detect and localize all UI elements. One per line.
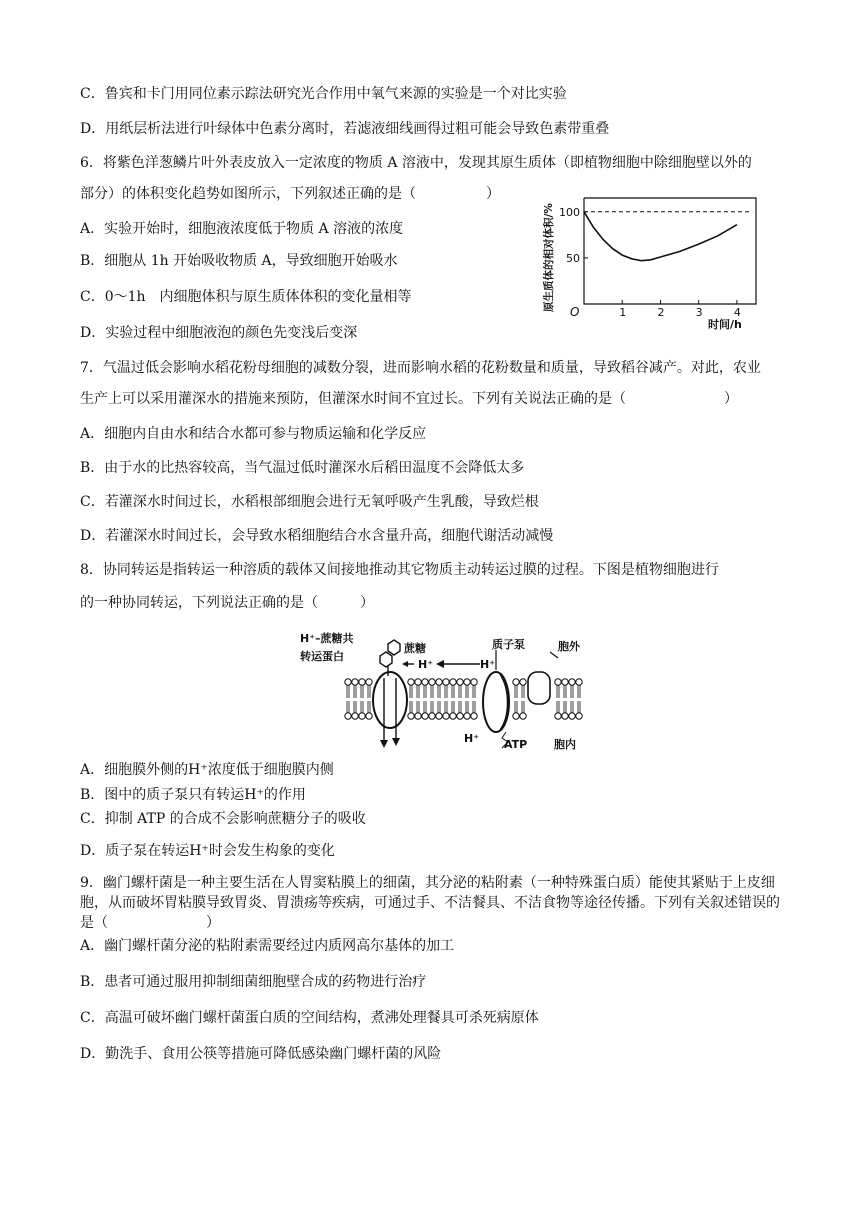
q5-option-d: D．用纸层析法进行叶绿体中色素分离时，若滤液细线画得过粗可能会导致色素带重叠 [80,121,610,137]
cotransporter-protein [373,672,407,728]
q6-option-b: B．细胞从 1h 开始吸收物质 A，导致细胞开始吸水 [80,253,398,269]
phospholipid-head [555,679,561,685]
q5-option-c: C．鲁宾和卡门用同位素示踪法研究光合作用中氧气来源的实验是一个对比实验 [80,86,567,102]
phospholipid-head [422,713,428,719]
phospholipid-head [352,713,358,719]
phospholipid-head [464,679,470,685]
sucrose-molecule-icon [388,640,400,655]
chart-origin-label: O [570,305,580,319]
label-cotransporter-1: H⁺–蔗糖共 [300,632,354,645]
phospholipid-head [471,713,477,719]
label-atp: ATP [504,738,528,751]
q9-option-c: C．高温可破坏幽门螺杆菌蛋白质的空间结构，煮沸处理餐具可杀死病原体 [80,1010,539,1026]
phospholipid-head [408,679,414,685]
label-h-left: H⁺ [418,658,434,671]
phospholipid-head [513,713,519,719]
q7-option-b: B．由于水的比热容较高，当气温过低时灌深水后稻田温度不会降低太多 [80,460,525,476]
phospholipid-head [366,679,372,685]
label-intracellular: 胞内 [554,738,576,751]
phospholipid-head [436,713,442,719]
proton-pump [483,672,509,732]
label-cotransporter-2: 转运蛋白 [300,650,344,663]
phospholipid-head [555,713,561,719]
q9-option-b: B．患者可通过服用抑制细菌细胞壁合成的药物进行治疗 [80,974,427,990]
cotransport-membrane-figure [296,630,588,752]
chart-axes [584,198,756,304]
chart-y-tick-label: 50 [566,251,580,265]
phospholipid-head [408,713,414,719]
phospholipid-head [450,679,456,685]
phospholipid-head [457,713,463,719]
label-h-bottom: H⁺ [464,732,480,745]
phospholipid-head [345,713,351,719]
phospholipid-head [562,713,568,719]
proton-flow-arrow [436,660,444,668]
label-extracellular: 胞外 [558,640,580,653]
phospholipid-head [562,679,568,685]
chart-y-tick-label: 100 [559,205,580,219]
phospholipid-head [443,713,449,719]
phospholipid-head [576,679,582,685]
q6-stem-line2: 部分）的体积变化趋势如图所示，下列叙述正确的是（ ） [80,186,500,202]
chart-x-tick-label: 1 [619,306,627,319]
q8-option-d: D．质子泵在转运H⁺时会发生构象的变化 [80,843,335,859]
phospholipid-head [464,713,470,719]
q8-stem-line2: 的一种协同转运，下列说法正确的是（ ） [80,595,374,611]
chart-plot-frame [584,198,756,304]
chart-x-axis-label: 时间/h [708,318,742,331]
phospholipid-head [415,713,421,719]
chart-y-axis-label: 原生质体的相对体积/% [543,203,555,312]
phospholipid-head [569,713,575,719]
q8-option-c: C．抑制 ATP 的合成不会影响蔗糖分子的吸收 [80,811,366,827]
q6-option-a: A．实验开始时，细胞液浓度低于物质 A 溶液的浓度 [80,221,404,237]
protoplast-volume-chart [540,192,776,334]
q8-option-a: A．细胞膜外侧的H⁺浓度低于细胞膜内侧 [80,762,334,778]
phospholipid-head [457,679,463,685]
chart-x-tick-label: 2 [657,306,665,319]
q7-option-c: C．若灌深水时间过长，水稻根部细胞会进行无氧呼吸产生乳酸，导致烂根 [80,494,539,510]
q7-option-d: D．若灌深水时间过长，会导致水稻细胞结合水含量升高，细胞代谢活动减慢 [80,528,554,544]
phospholipid-head [352,679,358,685]
phospholipid-head [443,679,449,685]
q7-stem-line1: 7．气温过低会影响水稻花粉母细胞的减数分裂，进而影响水稻的花粉数量和质量，导致稻谷减产。对此，农业 [80,360,761,376]
phospholipid-head [471,679,477,685]
q9-stem: 9．幽门螺杆菌是一种主要生活在人胃窦粘膜上的细菌，其分泌的粘附素（一种特殊蛋白质）能使其紧贴于上皮细胞，从而破坏胃粘膜导致胃炎、胃溃疡等疾病，可通过手、不洁餐具、不洁食物等途径传播。下列有关叙述错误的是（ ） [80,875,780,931]
q7-option-a: A．细胞内自由水和结合水都可参与物质运输和化学反应 [80,426,427,442]
q9-option-d: D．勤洗手、食用公筷等措施可降低感染幽门螺杆菌的风险 [80,1046,442,1062]
phospholipid-head [520,713,526,719]
phospholipid-head [576,713,582,719]
membrane-protein [528,672,550,704]
chart-series-line [584,212,737,261]
label-sucrose: 蔗糖 [404,642,426,655]
phospholipid-head [450,713,456,719]
phospholipid-head [429,679,435,685]
phospholipid-head [366,713,372,719]
phospholipid-head [422,679,428,685]
q6-stem-line1: 6．将紫色洋葱鳞片叶外表皮放入一定浓度的物质 A 溶液中，发现其原生质体（即植物细胞中除细胞壁以外的 [80,155,752,171]
q7-stem-line2: 生产上可以采用灌深水的措施来预防，但灌深水时间不宜过长。下列有关说法正确的是（ ） [80,391,738,407]
q6-option-c: C．0～1h 内细胞体积与原生质体体积的变化量相等 [80,289,412,305]
phospholipid-head [569,679,575,685]
phospholipid-head [436,679,442,685]
q8-option-b: B．图中的质子泵只有转运H⁺的作用 [80,787,306,803]
phospholipid-head [345,679,351,685]
q6-option-d: D．实验过程中细胞液泡的颜色先变浅后变深 [80,325,358,341]
chart-x-tick-label: 3 [695,306,703,319]
phospholipid-head [520,679,526,685]
phospholipid-head [513,679,519,685]
phospholipid-head [359,679,365,685]
chart-x-tick-label: 4 [733,306,741,319]
label-proton-pump: 质子泵 [492,638,525,651]
phospholipid-head [429,713,435,719]
phospholipid-head [415,679,421,685]
label-h-right: H⁺ [480,658,496,671]
q9-option-a: A．幽门螺杆菌分泌的粘附素需要经过内质网高尔基体的加工 [80,938,455,954]
phospholipid-head [359,713,365,719]
q8-stem-line1: 8．协同转运是指转运一种溶质的载体又间接地推动其它物质主动转运过膜的过程。下图是植物细胞进行 [80,562,719,578]
